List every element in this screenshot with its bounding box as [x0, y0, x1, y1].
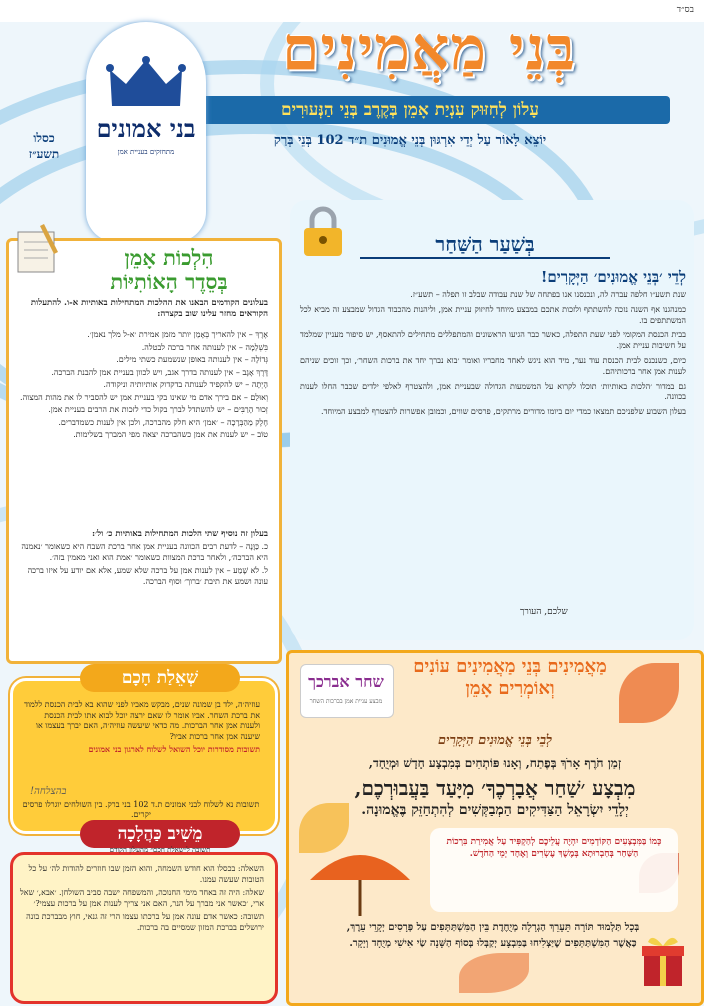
editorial-paragraph: בבית הכנסת המקומי לפני שעת התפלה, כאשר כבר הגיעו הראשונים והמתפללים מתחילים להתאסף, יש סיפור מעניין שמלמד על חשיבות עניית אמן. [300, 330, 686, 351]
answer-subtitle: תשובה ל״שאלת חכם״ מהעלון הקודם [109, 846, 211, 854]
editorial-paragraph: כמנהגנו אף השנה נזכה להשתתף ולזכות אתכם במבצע מיוחד לחיזוק עניית אמן, וליהנות מהכבוד הגדול שמבצע זה מביא לכל המשתתפים בו. [300, 304, 686, 325]
editorial-title: בְּשַׁעַר הַשַּׁחַר [360, 232, 610, 259]
issue-month: כסלו [33, 131, 55, 145]
newsletter-title: בְּנֵי מַאֲמִינִים [281, 14, 577, 84]
newsletter-subtitle: עָלוֹן לְחִזּוּק עִנְיַת אָמֵן בְּקֶרֶב בְּנֵי הַנְּעוּרִים [150, 96, 670, 124]
question-text: עוזיה׳ה, ילד בן שמונה שנים, מבקש מאביו לפני שהוא בא לבית הכנסת ללמוד את ברכת השחר. אביו אומר לו שאם ירצה יוכל לבוא אתו לבית הכנסת ולענות אמן אחר הברכות. מה כדאי שיעשה עוזיה׳ה, האם יברך בעצמו או שיענה אמן אחר ברכות אביו? [24, 700, 260, 741]
answer-paragraph: תשובה: כאשר אדם עונה אמן על ברכתו עצמו הרי זה גנאי, חוץ מבברכת בונה ירושלים בברכת המזון שמסיים בה ברכות. [26, 912, 264, 932]
question-highlight: תשובות מסודרות יוכל השואל לשלוח לארגון בני אמונים [88, 744, 260, 754]
halacha-item: בִּשְׁלֵמָה – אין לענותה אחר ברכה לבטלה. [141, 342, 268, 352]
leaf-decoration [619, 663, 679, 723]
publisher-line: יוֹצֵא לָאוֹר עַל יְדֵי אִרְגּוּן בְּנֵי אֱמוּנִים ת״ד 102 בְּנֵי בְּרַק [273, 133, 547, 148]
issue-year: תשע״ז [28, 147, 60, 161]
editorial-paragraph: בעלון השבוע שלפניכם תמצאו כמדי יום ביומו מדורים מרתקים, פרסים שווים, וכמובן אפשרות להצטרף למבצע המיוחד. [321, 407, 686, 417]
halacha-item: אֶרֶךְ – אין להאריך בְּאָמֵן יותר מזמן אמירת ׳א-ל מלך נאמן׳. [87, 330, 268, 339]
halacha-item: וְאוּלַם – אם בירך אדם מי שאינו בקי בעניית אמן יש להסביר לו את מהות המצוה. [20, 392, 268, 402]
editorial-paragraph: שנת תשע״ו חלפה עברה לה, ונכנסנו אנו בפתחה של שנת עבודה שבלב זו תפלה – תשע״ז. [410, 290, 686, 299]
editorial-body [300, 290, 686, 422]
crown-icon [106, 56, 186, 112]
halacha-item: כ. כַּוָּנָה – לדעת רבים הכוונה בעניית אמן אחר ברכת השבח היא כשאומר ׳נאמנה היא הברכה׳, ולאחר ברכת המצוות כשאומר ׳אמת הוא ואני מאמין בזה׳. [21, 542, 268, 562]
logo-name: בני אמונים [96, 114, 196, 143]
lock-icon [300, 206, 346, 258]
halacha-item: ל. לֹא שָׁמַע – אין לענות אמן על ברכה שלא שמע, אלא אם יודע על איזו ברכה עונה ושמע את תיבת ׳ברוך׳ וסוף הברכה. [27, 566, 268, 586]
campaign-line-3: יְלָדֵי יִשְׂרָאֵל הַצַּדִּיקִים הַמְבַקְּשִׁים לְהִתְחַזֵּק בֶּאֱמוּנָה. [361, 802, 629, 818]
notebook-icon [14, 222, 60, 274]
campaign-line-2: מִבְצָע ׳שַׁחַר אֲבָרְכֶךָ׳ מִיָּעַד בַּעֲבוּרְכֶם, [354, 776, 636, 800]
issue-date [24, 130, 64, 162]
halachot-list [14, 330, 268, 443]
halacha-item: טוֹב – יש לענות את אמן כשהברכה יצאה מפי המברך בשלימות. [73, 430, 268, 439]
campaign-footer-2: כַּאֲשֶׁר הַמִּשְׁתַּתְּפִים שֶׁיַּצְלִיחוּ בַּמִּבְצָע יְקַבְּלוּ בְּסוֹף הַשָּׁנָה שַׂי אִישִׁי מְיֻחָד וְיָקָר. [349, 938, 637, 949]
halacha-item: חֶלֶק מֵהַבְּרָכָה – ׳אמן׳ היא חלק מהברכה, ולכן אין לענות כשמדברים. [58, 417, 268, 427]
answer-title: מֵשִׁיב כַּהֲלָכָה [80, 820, 240, 848]
question-title: שְׁאֵלַת חָכָם [80, 664, 240, 692]
halachot-title-line1: הִלְכוֹת אָמֵן [124, 245, 214, 270]
umbrella-icon [300, 840, 420, 920]
campaign-footer [300, 920, 686, 952]
halacha-item: הָיְתָה – יש להקפיד לענותה בדקדוק אותיותיה וניקודה. [103, 380, 268, 389]
halachot-title [66, 246, 272, 294]
editorial-paragraph: גם במדור ׳הלכות באותיות׳ תוכלו לקרוא על המשמעות הגדולה שבעניית אמן, ולהצטרף לאלפי ילדים שכבר החלו לענות בכוונה. [300, 381, 686, 402]
logo-subtitle: מתחזקים בעניית אמן [117, 148, 175, 156]
answer-body [20, 864, 264, 936]
halachot-subheading: בעלון זה נוסיף שתי הלכות המתחילות באותיות כ׳ ול׳: [92, 529, 268, 539]
answer-paragraph: השאלה: בכסלו הוא חודש השמחה, והוא הזמן שבו חוזרים להודות לה׳ על כל הטובות שעשה עמנו. [28, 864, 264, 884]
halacha-item: זְכוּר הָרַבִּים – יש להשתדל לברך בקול כדי לזכות את הרבים בעניית אמן. [48, 405, 268, 414]
halachot-list-2 [14, 542, 268, 587]
editorial-greeting: לְדֵי ׳בְּנֵי אֱמוּנִים׳ הַיְּקָרִים! [540, 268, 686, 286]
bsd-mark: בס״ד [676, 5, 694, 15]
halachot-intro: בעלונים הקודמים הבאנו את ההלכות המתחילות באותיות א-ו. להתעלות הקוראים מחזר עלינו שוב בקצרה: [30, 298, 268, 319]
campaign-title: מַאֲמִינִים בְּנֵי מַאֲמִינִים עוֹנִים וְאוֹמְרִים אָמֵן [413, 656, 607, 699]
editorial-signature: שלכם, העורך [520, 607, 568, 617]
question-body [22, 700, 260, 755]
campaign-logo-title: שחר אברכך [308, 672, 384, 691]
answer-paragraph: שאלה: היה זה באחד מימי החנוכה, והמשפחה ישבה סביב השולחן. ׳אבא,׳ שאל ארי, ׳כאשר אני מברך על הנר, האם אני צריך לענות אמן על ברכות עצמי?׳ [20, 888, 264, 908]
halacha-item: דֶּרֶךְ אָגָב – אין לענותה בדרך אגב, ויש לכוון בעניית אמן להבנת הברכה. [51, 367, 268, 377]
leaf-decoration [459, 953, 529, 993]
campaign-greeting: לְבֵי בְּנֵי אֱמוּנִים הַיְּקָרִים [437, 733, 553, 748]
halachot-title-line2: בְּסֵדֶר הָאוֹתִיּוֹת [110, 269, 228, 294]
gift-icon [640, 930, 686, 990]
organization-logo [86, 22, 206, 242]
campaign-footer-1: בְּכָל תַּלְמוּד תּוֹרָה תֵּעָרֵךְ הַגְרָלָה מְיֻחֶדֶת בֵּין הַמִּשְׁתַּתְּפִים עַל פְּרָסִים יְקָרֵי עֵרֶךְ, [346, 922, 640, 933]
campaign-line-1: זְמַן חֹרֶף אָרֹךְ בְּפֶתַח, וְאָנוּ פּוֹתְחִים בְּמִבְצָע חָדָשׁ וּמְיֻחָד, [368, 756, 622, 770]
halacha-item: גְּדוֹלָה – אין לענותה באופן שנשמעת כשתי מילים. [116, 355, 268, 364]
question-signature: בהצלחה! [30, 786, 67, 797]
question-footer: תשובות נא לשלוח לבני אמונים ת.ד 102 בני ברק. בין השולחים יוגרלו פרסים יקרים. [22, 800, 260, 819]
campaign-logo-subtitle: מבצע עניית אמן בברכות השחר [309, 698, 383, 705]
editorial-paragraph: כיום, כשנכנס לבית הכנסת עוד נער, מיד הוא ניגש לאחד מחבריו ואומר ׳בוא נברך יחד את ברכות השחר׳, וכך זוכים שניהם לענות אמן אחר ברכותיהם. [300, 355, 686, 376]
campaign-inner-text: כְּמוֹ בַּמִּבְצָעִים הַקּוֹדְמִים יִהְיֶה עֲלֵיכֶם לְהַקְפִּיד עַל אֲמִירַת בִּרְכוֹת הַשַּׁחַר בְּחַבְרוּתָא בְּמֶשֶׁךְ עֶשְׂרִים וְאֶחָד יְמֵי הַחֹדֶשׁ. [446, 837, 662, 859]
